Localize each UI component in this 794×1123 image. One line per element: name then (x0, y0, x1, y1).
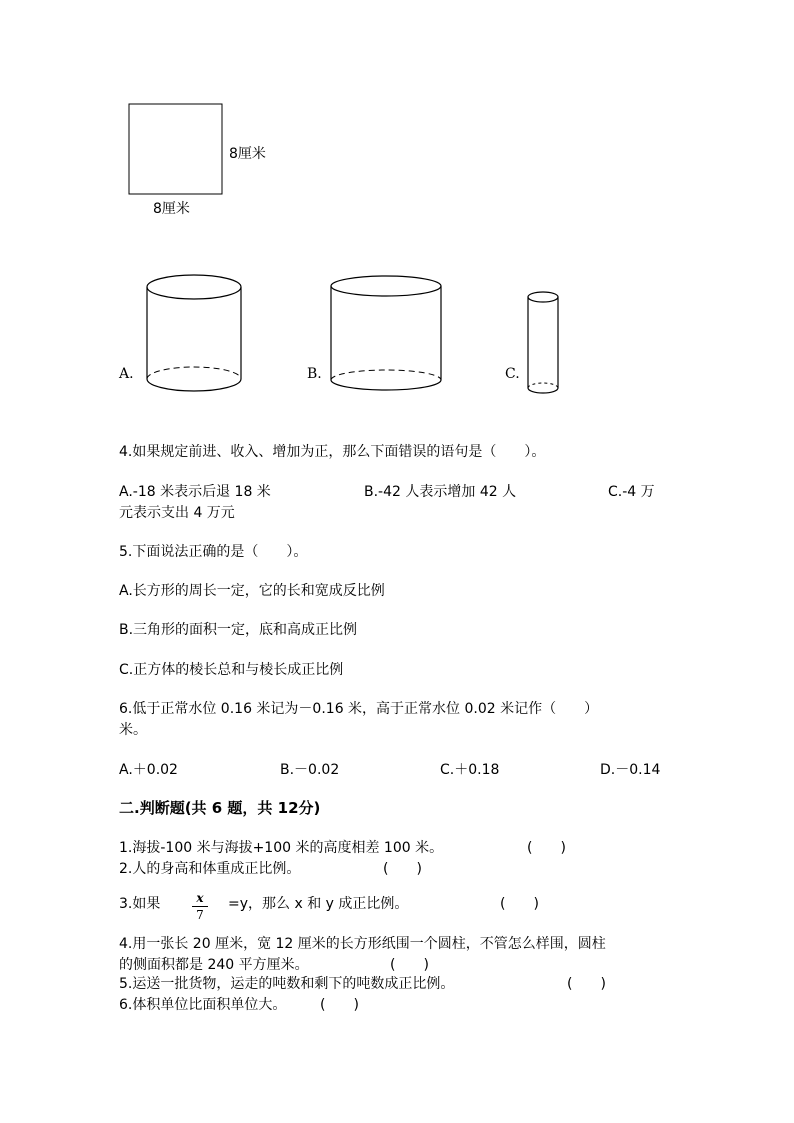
cylinder-c-top (528, 292, 558, 302)
cylinder-b-bottom-front (331, 380, 441, 390)
cylinder-c-bottom-back (528, 383, 558, 388)
judge-2: 2.人的身高和体重成正比例。 (119, 861, 301, 877)
q5-stem: 5.下面说法正确的是（ ）。 (119, 544, 308, 560)
judge-6-answer-paren: ( ) (320, 997, 359, 1013)
cylinder-a-top (147, 275, 241, 299)
cylinder-b (331, 276, 441, 390)
q4-option-c-continued: 元表示支出 4 万元 (119, 505, 235, 521)
judge-4-line1: 4.用一张长 20 厘米，宽 12 厘米的长方形纸围一个圆柱，不管怎么样围，圆柱 (119, 936, 606, 952)
q4-option-a: A.-18 米表示后退 18 米 (119, 484, 271, 500)
judge-5: 5.运送一批货物，运走的吨数和剩下的吨数成正比例。 (119, 976, 455, 992)
cylinder-a-label: A. (119, 366, 134, 382)
cylinder-c-label: C. (505, 366, 520, 382)
judge-3-fraction-bar (192, 906, 208, 907)
cylinder-a-bottom-back (147, 367, 241, 379)
judge-3-answer-paren: ( ) (500, 896, 539, 912)
cylinder-b-top (331, 276, 441, 296)
q6-stem-line1: 6.低于正常水位 0.16 米记为－0.16 米，高于正常水位 0.02 米记作（ ） (119, 701, 599, 717)
q5-option-c: C.正方体的棱长总和与棱长成正比例 (119, 662, 344, 678)
judge-1: 1.海拔-100 米与海拔+100 米的高度相差 100 米。 (119, 840, 444, 856)
judge-3-prefix: 3.如果 (119, 896, 161, 912)
cylinder-a (147, 275, 241, 391)
q6-option-c: C.＋0.18 (440, 762, 500, 778)
judge-3-fraction (192, 891, 208, 922)
cylinder-b-label: B. (307, 366, 322, 382)
square-bottom-label: 8厘米 (153, 201, 190, 217)
q5-option-b: B.三角形的面积一定，底和高成正比例 (119, 622, 358, 638)
square-shape (129, 104, 222, 194)
cylinder-b-bottom-back (331, 370, 441, 380)
judge-3-suffix: =y，那么 x 和 y 成正比例。 (228, 896, 409, 912)
judge-4-answer-paren: ( ) (390, 957, 429, 973)
cylinder-c-bottom-front (528, 388, 558, 393)
square-side-label: 8厘米 (229, 146, 266, 162)
section-2-title: 二.判断题(共 6 题，共 12分) (119, 799, 321, 817)
judge-4-line2: 的侧面积都是 240 平方厘米。 (119, 957, 309, 973)
q4-option-c: C.-4 万 (608, 484, 655, 500)
q6-option-b: B.－0.02 (280, 762, 340, 778)
judge-1-answer-paren: ( ) (527, 840, 566, 856)
judge-6: 6.体积单位比面积单位大。 (119, 997, 287, 1013)
judge-5-answer-paren: ( ) (567, 976, 606, 992)
judge-2-answer-paren: ( ) (383, 861, 422, 877)
q6-option-d: D.－0.14 (600, 762, 661, 778)
cylinder-c (528, 292, 558, 393)
q6-option-a: A.＋0.02 (119, 762, 178, 778)
cylinder-a-bottom-front (147, 379, 241, 391)
q6-stem-line2: 米。 (119, 722, 147, 738)
q5-option-a: A.长方形的周长一定，它的长和宽成反比例 (119, 583, 385, 599)
judge-3-fraction-denominator: 7 (196, 908, 204, 922)
q4-option-b: B.-42 人表示增加 42 人 (364, 484, 517, 500)
q4-stem: 4.如果规定前进、收入、增加为正，那么下面错误的语句是（ ）。 (119, 444, 546, 460)
judge-3-fraction-numerator: x (196, 891, 204, 905)
